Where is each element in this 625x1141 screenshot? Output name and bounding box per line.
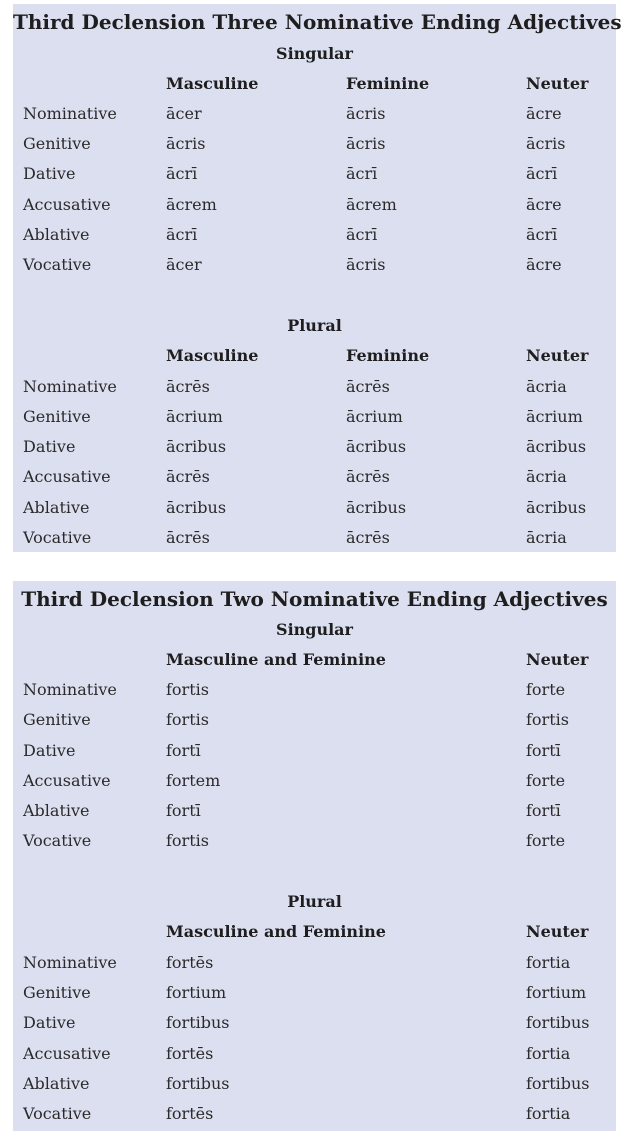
plural-label: Plural bbox=[287, 892, 342, 911]
feminine-form: ācrium bbox=[346, 407, 403, 426]
plural-label: Plural bbox=[287, 316, 342, 335]
table-row bbox=[13, 830, 616, 854]
case-label: Vocative bbox=[23, 528, 92, 547]
masculine-form: ācrī bbox=[166, 164, 198, 183]
feminine-form: ācrem bbox=[346, 195, 397, 214]
header-row bbox=[13, 921, 616, 945]
table-row bbox=[13, 406, 616, 430]
header-row bbox=[13, 649, 616, 673]
case-label: Ablative bbox=[23, 1074, 90, 1093]
case-label: Nominative bbox=[23, 953, 117, 972]
feminine-form: ācribus bbox=[346, 437, 407, 456]
neuter-form: forte bbox=[526, 771, 566, 790]
case-label: Accusative bbox=[23, 1044, 111, 1063]
table-row bbox=[13, 194, 616, 218]
case-label: Ablative bbox=[23, 498, 90, 517]
neuter-form: fortis bbox=[526, 710, 569, 729]
feminine-form: ācris bbox=[346, 134, 386, 153]
header-feminine: Feminine bbox=[346, 346, 430, 365]
case-label: Vocative bbox=[23, 255, 92, 274]
table-row bbox=[13, 497, 616, 521]
table-row bbox=[13, 466, 616, 490]
case-label: Dative bbox=[23, 164, 76, 183]
table-row bbox=[13, 376, 616, 400]
case-label: Accusative bbox=[23, 467, 111, 486]
neuter-form: forte bbox=[526, 680, 566, 699]
case-label: Genitive bbox=[23, 983, 91, 1002]
table-row bbox=[13, 770, 616, 794]
masculine-form: ācribus bbox=[166, 437, 227, 456]
neuter-form: ācre bbox=[526, 195, 562, 214]
neuter-form: ācrī bbox=[526, 164, 558, 183]
table-row bbox=[13, 527, 616, 551]
neuter-form: fortibus bbox=[526, 1013, 590, 1032]
masculine-form: ācer bbox=[166, 255, 202, 274]
masc-fem-form: fortium bbox=[166, 983, 227, 1002]
masc-fem-form: fortibus bbox=[166, 1074, 230, 1093]
feminine-form: ācrī bbox=[346, 225, 378, 244]
case-label: Ablative bbox=[23, 801, 90, 820]
neuter-form: ācribus bbox=[526, 498, 587, 517]
case-label: Genitive bbox=[23, 710, 91, 729]
case-label: Vocative bbox=[23, 831, 92, 850]
header-row bbox=[13, 73, 616, 97]
neuter-form: fortium bbox=[526, 983, 587, 1002]
masculine-form: ācribus bbox=[166, 498, 227, 517]
header-neuter: Neuter bbox=[526, 922, 589, 941]
masculine-form: ācer bbox=[166, 104, 202, 123]
masc-fem-form: fortēs bbox=[166, 953, 214, 972]
feminine-form: ācris bbox=[346, 104, 386, 123]
table-row bbox=[13, 952, 616, 976]
table-row bbox=[13, 740, 616, 764]
neuter-form: ācre bbox=[526, 255, 562, 274]
neuter-form: ācria bbox=[526, 377, 567, 396]
neuter-form: ācribus bbox=[526, 437, 587, 456]
neuter-form: fortī bbox=[526, 741, 561, 760]
table-row bbox=[13, 224, 616, 248]
header-masculine-feminine: Masculine and Feminine bbox=[166, 922, 386, 941]
masc-fem-form: fortibus bbox=[166, 1013, 230, 1032]
case-label: Nominative bbox=[23, 104, 117, 123]
feminine-form: ācribus bbox=[346, 498, 407, 517]
masc-fem-form: fortī bbox=[166, 741, 201, 760]
header-neuter: Neuter bbox=[526, 74, 589, 93]
case-label: Vocative bbox=[23, 1104, 92, 1123]
header-masculine: Masculine bbox=[166, 346, 259, 365]
table-row bbox=[13, 679, 616, 703]
header-neuter: Neuter bbox=[526, 346, 589, 365]
masculine-form: ācrem bbox=[166, 195, 217, 214]
neuter-form: ācris bbox=[526, 134, 566, 153]
table-row bbox=[13, 1073, 616, 1097]
masc-fem-form: fortis bbox=[166, 680, 209, 699]
table-title: Third Declension Two Nominative Ending Adjectives bbox=[21, 587, 608, 611]
singular-label: Singular bbox=[276, 44, 353, 63]
header-neuter: Neuter bbox=[526, 650, 589, 669]
case-label: Genitive bbox=[23, 407, 91, 426]
neuter-form: fortia bbox=[526, 1044, 571, 1063]
masculine-form: ācrium bbox=[166, 407, 223, 426]
case-label: Nominative bbox=[23, 377, 117, 396]
header-masculine: Masculine bbox=[166, 74, 259, 93]
table-row bbox=[13, 1043, 616, 1067]
table-row bbox=[13, 800, 616, 824]
header-masculine-feminine: Masculine and Feminine bbox=[166, 650, 386, 669]
case-label: Dative bbox=[23, 741, 76, 760]
three-ending-adjectives-panel bbox=[13, 4, 622, 552]
masculine-form: ācrēs bbox=[166, 377, 210, 396]
masculine-form: ācris bbox=[166, 134, 206, 153]
neuter-form: fortia bbox=[526, 953, 571, 972]
masculine-form: ācrēs bbox=[166, 467, 210, 486]
two-ending-adjectives-panel bbox=[13, 581, 616, 1131]
table-row bbox=[13, 436, 616, 460]
masc-fem-form: fortis bbox=[166, 710, 209, 729]
table-row bbox=[13, 163, 616, 187]
case-label: Genitive bbox=[23, 134, 91, 153]
case-label: Nominative bbox=[23, 680, 117, 699]
neuter-form: ācria bbox=[526, 528, 567, 547]
feminine-form: ācris bbox=[346, 255, 386, 274]
masc-fem-form: fortem bbox=[166, 771, 221, 790]
neuter-form: ācrī bbox=[526, 225, 558, 244]
case-label: Dative bbox=[23, 1013, 76, 1032]
neuter-form: ācrium bbox=[526, 407, 583, 426]
neuter-form: ācria bbox=[526, 467, 567, 486]
table-row bbox=[13, 1012, 616, 1036]
table-row bbox=[13, 133, 616, 157]
header-row bbox=[13, 345, 616, 369]
table-row bbox=[13, 709, 616, 733]
case-label: Ablative bbox=[23, 225, 90, 244]
masc-fem-form: fortēs bbox=[166, 1104, 214, 1123]
table-row bbox=[13, 103, 616, 127]
feminine-form: ācrēs bbox=[346, 467, 390, 486]
table-row bbox=[13, 254, 616, 278]
singular-label: Singular bbox=[276, 620, 353, 639]
table-title: Third Declension Three Nominative Ending Adjectives bbox=[13, 10, 622, 34]
neuter-form: forte bbox=[526, 831, 566, 850]
neuter-form: ācre bbox=[526, 104, 562, 123]
feminine-form: ācrēs bbox=[346, 377, 390, 396]
masculine-form: ācrī bbox=[166, 225, 198, 244]
case-label: Dative bbox=[23, 437, 76, 456]
case-label: Accusative bbox=[23, 771, 111, 790]
masc-fem-form: fortis bbox=[166, 831, 209, 850]
header-feminine: Feminine bbox=[346, 74, 430, 93]
masc-fem-form: fortēs bbox=[166, 1044, 214, 1063]
masc-fem-form: fortī bbox=[166, 801, 201, 820]
neuter-form: fortibus bbox=[526, 1074, 590, 1093]
neuter-form: fortia bbox=[526, 1104, 571, 1123]
table-row bbox=[13, 1103, 616, 1127]
neuter-form: fortī bbox=[526, 801, 561, 820]
masculine-form: ācrēs bbox=[166, 528, 210, 547]
table-row bbox=[13, 982, 616, 1006]
case-label: Accusative bbox=[23, 195, 111, 214]
feminine-form: ācrēs bbox=[346, 528, 390, 547]
feminine-form: ācrī bbox=[346, 164, 378, 183]
